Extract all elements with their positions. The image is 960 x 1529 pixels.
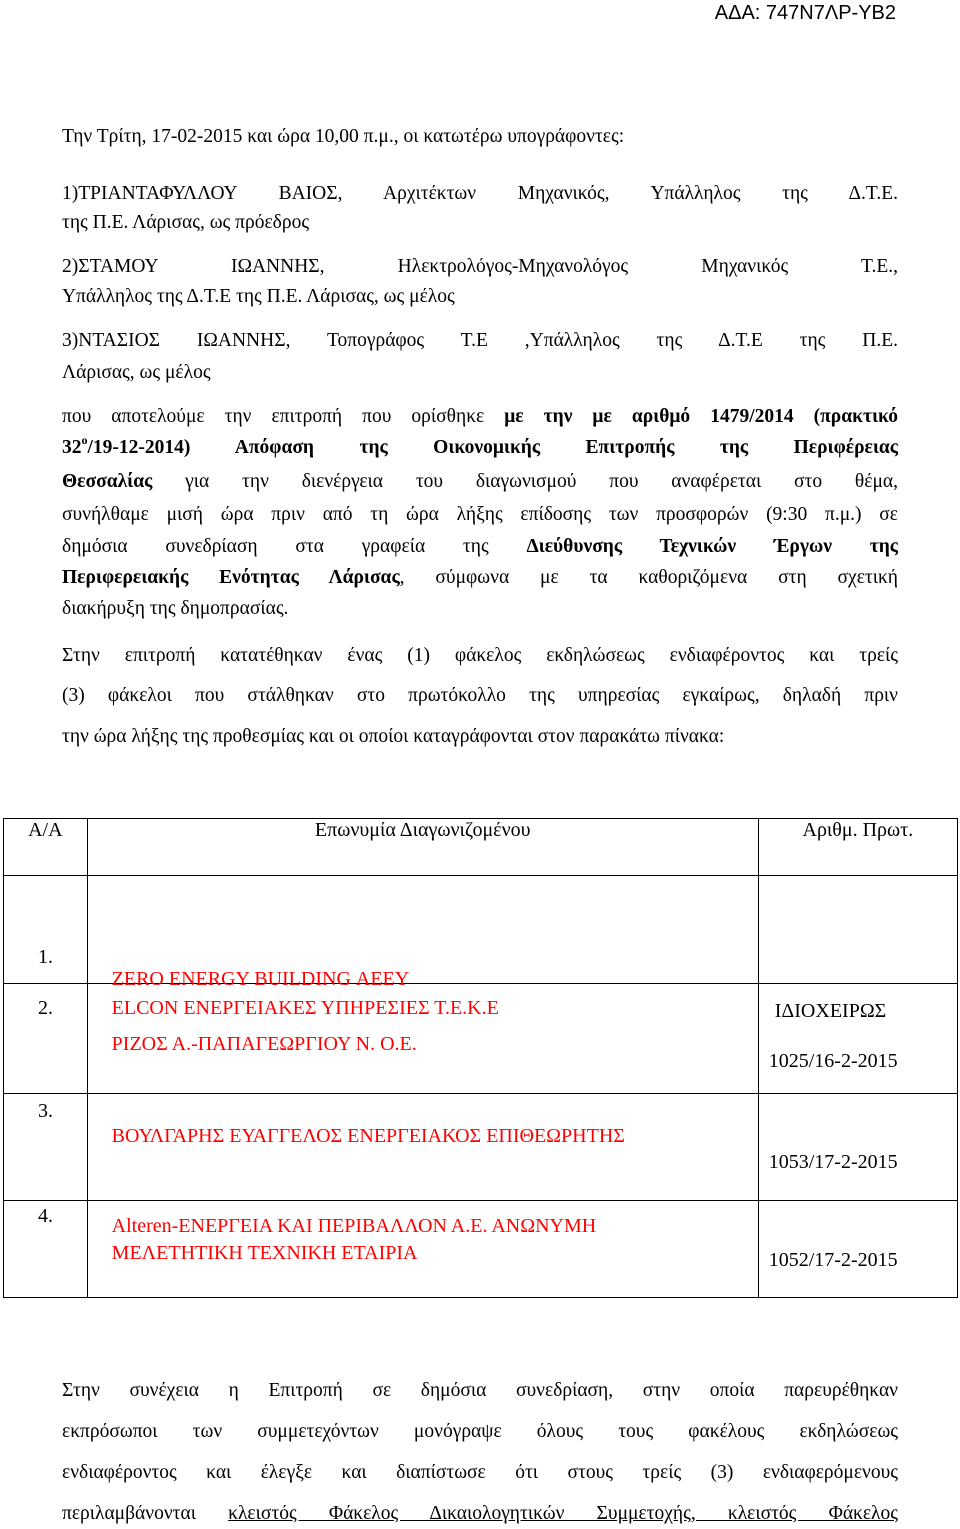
para1-line-4: συνήλθαμε μισή ώρα πριν από τη ώρα λήξης επίδοσης των προσφορών (9:30 π.μ.) σε (62, 504, 898, 525)
row-name (87, 984, 758, 1094)
para1-sup: ο (81, 433, 88, 447)
member-1-line-2: της Π.Ε. Λάρισας, ως πρόεδρος (62, 212, 310, 233)
para1-line-2 (62, 433, 898, 459)
para3-underlined: κλειστός Φάκελος Δικαιολογητικών Συμμετοχής, κλειστός Φάκελος (228, 1503, 898, 1524)
row-protocol-value: ΙΔΙΟΧΕΙΡΩΣ (774, 1000, 887, 1022)
para1-line-7: διακήρυξη της δημοπρασίας. (62, 598, 289, 619)
para1-line-3 (62, 471, 898, 493)
table-row (4, 1201, 958, 1298)
para1-region: Θεσσαλίας (62, 471, 153, 492)
row-protocol (758, 1201, 957, 1298)
row-name-line-2: ΡΙΖΟΣ Α.-ΠΑΠΑΓΕΩΡΓΙΟΥ Ν. Ο.Ε. (111, 1033, 417, 1055)
para3-line-4 (62, 1503, 898, 1525)
row-protocol-value: 1052/17-2-2015 (768, 1249, 898, 1271)
para3-line-3: ενδιαφέροντος και έλεγξε και διαπίστωσε ότι στους τρείς (3) ενδιαφερόμενους (62, 1462, 898, 1483)
member-2-line-2: Υπάλληλος της Δ.Τ.Ε της Π.Ε. Λάρισας, ως μέλος (62, 286, 455, 307)
row-name-line-1: ΒΟΥΛΓΑΡΗΣ ΕΥΑΓΓΕΛΟΣ ΕΝΕΡΓΕΙΑΚΟΣ ΕΠΙΘΕΩΡΗΤΗΣ (111, 1125, 625, 1147)
para1-unit: Περιφερειακής Ενότητας Λάρισας (62, 567, 400, 588)
para1-line-5 (62, 536, 898, 558)
row-name (87, 876, 758, 990)
row-name-line-1: Alteren-ΕΝΕΡΓΕΙΑ ΚΑΙ ΠΕΡΙΒΑΛΛΟΝ Α.Ε. ΑΝΩΝΥΜΗ (111, 1215, 597, 1237)
row-number: 3. (4, 1094, 88, 1201)
member-2-line-1: 2)ΣΤΑΜΟΥ ΙΩΑΝΝΗΣ, Ηλεκτρολόγος-Μηχανολόγος Μηχανικός Τ.Ε., (62, 256, 898, 277)
para1-decision-rest: /19-12-2014) Απόφαση της Οικονομικής Επιτροπής της Περιφέρειας (87, 437, 898, 458)
ada-code: ΑΔΑ: 747Ν7ΛΡ-ΥΒ2 (714, 2, 896, 24)
bidders-table (3, 818, 958, 1298)
para1-line-6 (62, 567, 898, 589)
para1-num: 32 (62, 437, 82, 458)
member-1-line-1: 1)ΤΡΙΑΝΤΑΦΥΛΛΟΥ ΒΑΙΟΣ, Αρχιτέκτων Μηχανικός, Υπάλληλος της Δ.Τ.Ε. (62, 183, 898, 204)
row-name (87, 1201, 758, 1298)
para2-line-3: την ώρα λήξης της προθεσμίας και οι οποίοι καταγράφονται στον παρακάτω πίνακα: (62, 726, 725, 747)
para1-text: που αποτελούμε την επιτροπή που ορίσθηκε (62, 406, 505, 427)
row-protocol (758, 1094, 957, 1201)
header-name: Επωνυμία Διαγωνιζομένου (87, 819, 758, 876)
row-protocol-value: 1025/16-2-2015 (768, 1050, 898, 1072)
table-row (4, 984, 958, 1094)
para3-line-2: εκπρόσωποι των συμμετεχόντων μονόγραψε όλους τους φακέλους εκδηλώσεως (62, 1421, 898, 1442)
table-row (4, 1094, 958, 1201)
row-protocol (758, 876, 957, 1022)
header-protocol: Αριθμ. Πρωτ. (758, 819, 957, 876)
row-protocol (758, 984, 957, 1094)
member-3-line-2: Λάρισας, ως μέλος (62, 362, 211, 383)
row-number: 2. (4, 984, 88, 1094)
para2-line-1: Στην επιτροπή κατατέθηκαν ένας (1) φάκελος εκδηλώσεως ενδιαφέροντος και τρείς (62, 645, 898, 666)
table-header-row (4, 819, 958, 876)
member-3-line-1: 3)ΝΤΑΣΙΟΣ ΙΩΑΝΝΗΣ, Τοπογράφος Τ.Ε ,Υπάλληλος της Δ.Τ.Ε της Π.Ε. (62, 330, 898, 351)
header-aa: Α/Α (4, 819, 88, 876)
row-name-line-1: ZERO ENERGY BUILDING ΑΕΕΥ (111, 968, 410, 990)
para1-directorate: Διεύθυνσης Τεχνικών Έργων της (526, 536, 898, 557)
para1-line-1 (62, 406, 898, 428)
row-name (87, 1094, 758, 1201)
para3-text-4: περιλαμβάνονται (62, 1503, 229, 1524)
para1-text-3: για την διενέργεια του διαγωνισμού που αναφέρεται στο θέμα, (152, 471, 898, 492)
para1-text-5: δημόσια συνεδρίαση στα γραφεία της (62, 536, 527, 557)
row-protocol-value: 1053/17-2-2015 (768, 1151, 898, 1173)
para3-line-1: Στην συνέχεια η Επιτροπή σε δημόσια συνεδρίαση, στην οποία παρευρέθηκαν (62, 1380, 898, 1401)
intro-line: Την Τρίτη, 17-02-2015 και ώρα 10,00 π.μ., οι κατωτέρω υπογράφοντες: (62, 126, 625, 147)
row-name-line-1: ELCON ΕΝΕΡΓΕΙΑΚΕΣ ΥΠΗΡΕΣΙΕΣ Τ.Ε.Κ.Ε (111, 997, 499, 1019)
row-name-line-2: ΜΕΛΕΤΗΤΙΚΗ ΤΕΧΝΙΚΗ ΕΤΑΙΡΙΑ (111, 1242, 418, 1264)
para2-line-2: (3) φάκελοι που στάλθηκαν στο πρωτόκολλο της υπηρεσίας εγκαίρως, δηλαδή πριν (62, 685, 898, 706)
table-row (4, 876, 958, 984)
para1-bold-decision: με την με αριθμό 1479/2014 (πρακτικό (504, 406, 899, 427)
para1-text-6: , σύμφωνα με τα καθοριζόμενα στη σχετική (399, 567, 898, 588)
row-number: 1. (4, 876, 88, 984)
row-number: 4. (4, 1201, 88, 1298)
